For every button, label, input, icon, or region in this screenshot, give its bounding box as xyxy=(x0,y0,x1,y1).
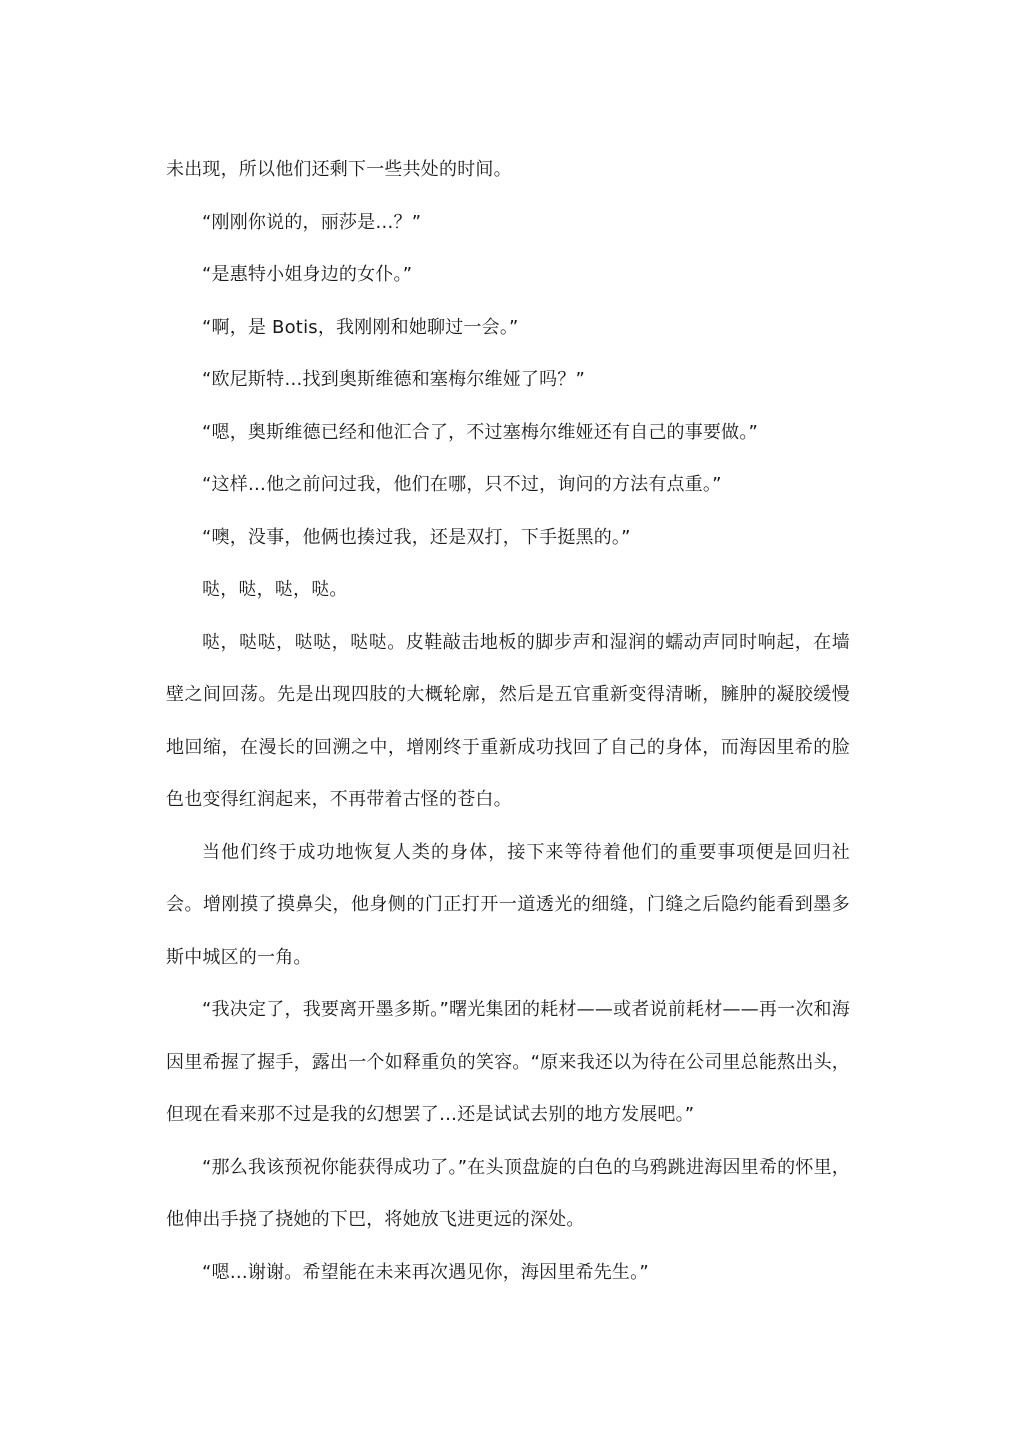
paragraph: “这样…他之前问过我，他们在哪，只不过，询问的方法有点重。” xyxy=(202,474,722,495)
paragraph: “我决定了，我要离开墨多斯。”曙光集团的耗材——或者说前耗材——再一次和海因里希握了握手，露出一个如释重负的笑容。“原来我还以为待在公司里总能熬出头，但现在看来那不过是我的幻想罢了…还是试试去别的地方发展吧。” xyxy=(166,999,850,1125)
paragraph: 未出现，所以他们还剩下一些共处的时间。 xyxy=(166,159,512,180)
paragraph: “噢，没事，他俩也揍过我，还是双打，下手挺黑的。” xyxy=(202,526,631,548)
paragraph: “欧尼斯特…找到奥斯维德和塞梅尔维娅了吗？” xyxy=(202,369,586,390)
paragraph: “刚刚你说的，丽莎是…？” xyxy=(202,211,422,233)
paragraph: 哒，哒，哒，哒。 xyxy=(202,579,348,600)
paragraph: 当他们终于成功地恢复人类的身体，接下来等待着他们的重要事项便是回归社会。增刚摸了摸鼻尖，他身侧的门正打开一道透光的细缝，门缝之后隐约能看到墨多斯中城区的一角。 xyxy=(166,841,850,968)
paragraph: “嗯…谢谢。希望能在未来再次遇见你，海因里希先生。” xyxy=(202,1261,649,1283)
body-text xyxy=(166,144,850,1299)
paragraph: “是惠特小姐身边的女仆。” xyxy=(202,264,413,285)
paragraph: 哒，哒哒，哒哒，哒哒。皮鞋敲击地板的脚步声和湿润的蠕动声同时响起，在墙壁之间回荡。先是出现四肢的大概轮廓，然后是五官重新变得清晰，臃肿的凝胶缓慢地回缩，在漫长的回溯之中，增刚终于重新成功找回了自己的身体，而海因里希的脸色也变得红润起来，不再带着古怪的苍白。 xyxy=(166,631,850,810)
paragraph: “嗯，奥斯维德已经和他汇合了，不过塞梅尔维娅还有自己的事要做。” xyxy=(202,421,759,443)
paragraph: “啊，是 Botis，我刚刚和她聊过一会。” xyxy=(202,316,519,338)
paragraph: “那么我该预祝你能获得成功了。”在头顶盘旋的白色的乌鸦跳进海因里希的怀里，他伸出手挠了挠她的下巴，将她放飞进更远的深处。 xyxy=(166,1156,850,1230)
